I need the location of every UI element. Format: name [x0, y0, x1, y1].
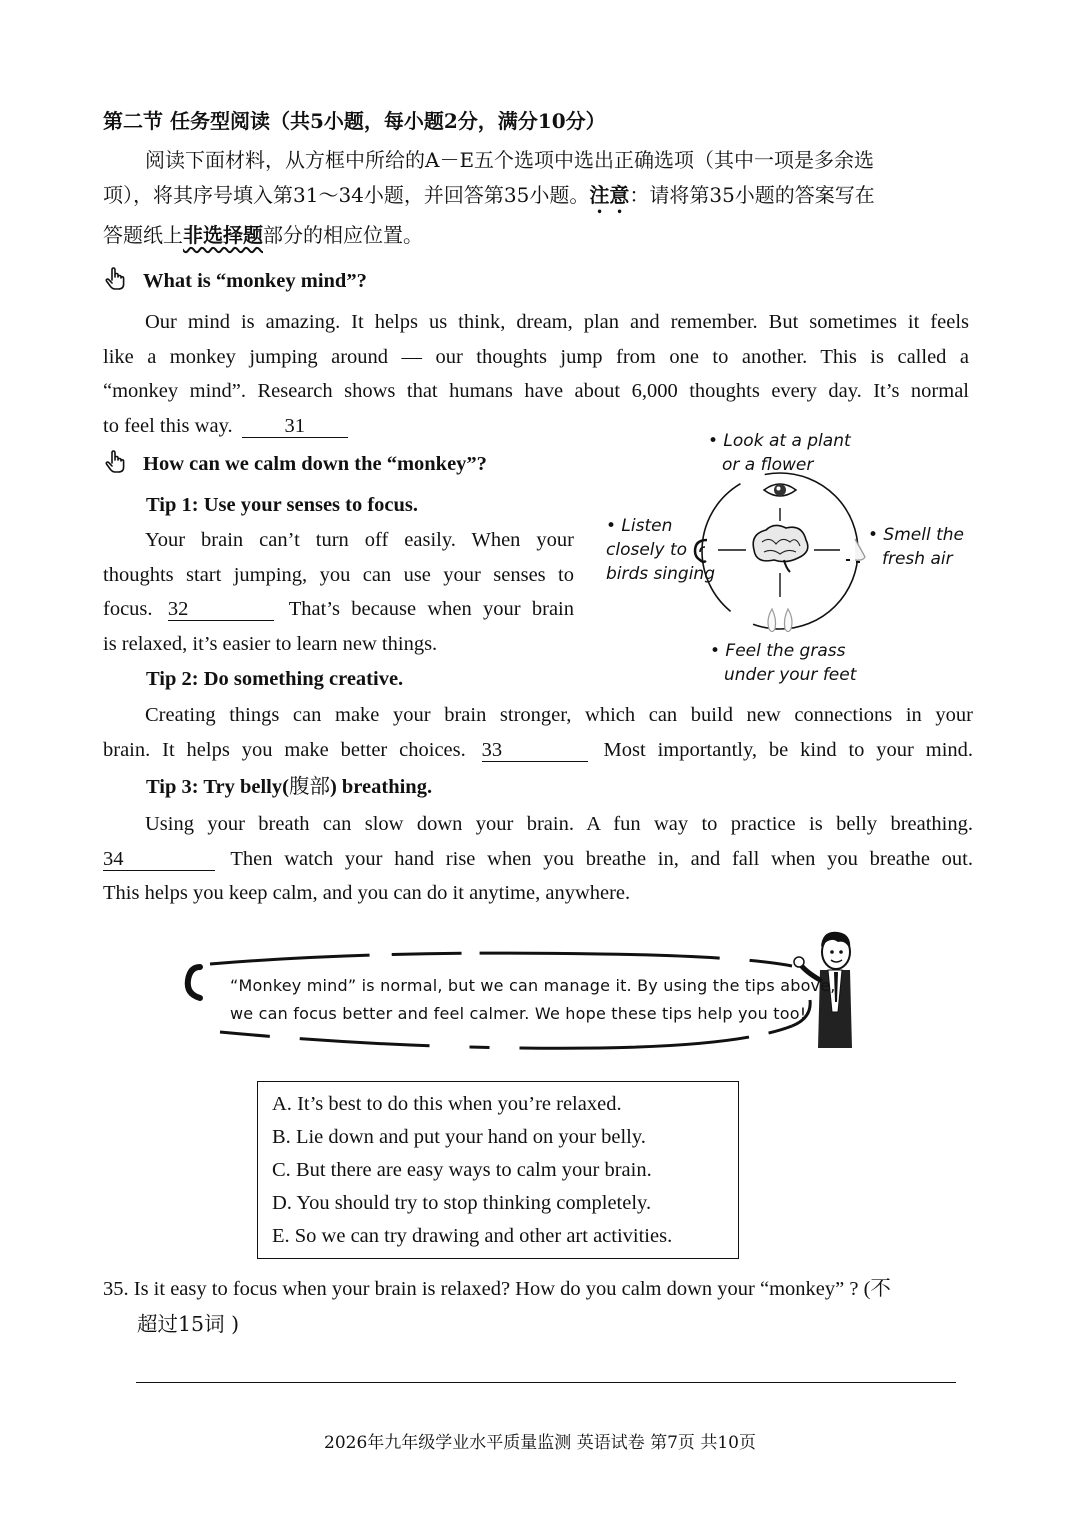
option-letter: A.: [272, 1093, 292, 1115]
diagram-label-line: or a flower: [722, 455, 814, 475]
blank-31[interactable]: 31: [242, 415, 348, 438]
tip3-title-text: Tip 3: Try belly(: [146, 776, 289, 798]
option-text: Lie down and put your hand on your belly.: [295, 1126, 646, 1148]
answer-line[interactable]: [136, 1382, 956, 1383]
option-letter: D.: [272, 1192, 292, 1214]
option-c: [272, 1154, 672, 1187]
option-b: [272, 1121, 672, 1154]
tip3-paragraph: [103, 807, 973, 911]
instr-text: 部分的相应位置。: [263, 222, 423, 247]
diagram-label-line: closely to: [606, 540, 688, 560]
p1-line: like a monkey jumping around — our thoughts jump from one to another. This is called a: [103, 345, 969, 368]
instr-text: ：请将第35小题的答案写在: [629, 182, 875, 207]
diagram-label-touch: [710, 639, 856, 687]
instr-nonchoice-emphasis: 非选择题: [183, 222, 263, 247]
question-35: [103, 1272, 973, 1341]
option-letter: B.: [272, 1126, 291, 1148]
diagram-label-line: • Smell the: [868, 525, 964, 545]
option-text: So we can try drawing and other art activities.: [294, 1225, 673, 1247]
q35-number: 35.: [103, 1278, 129, 1300]
tip1-text: That’s because when your brain: [288, 598, 575, 620]
diagram-label-line: • Look at a plant: [708, 431, 851, 451]
page-footer: 2026年九年级学业水平质量监测 英语试卷 第7页 共10页: [324, 1433, 756, 1453]
instructions: [103, 143, 969, 252]
p1-text: to feel this way.: [103, 414, 233, 437]
option-d: [272, 1187, 672, 1220]
instr-line-3: [103, 218, 969, 253]
diagram-label-line: fresh air: [882, 549, 953, 569]
q35-line-2: 超过15词 ): [137, 1311, 240, 1336]
bubble-left-bracket: [188, 967, 200, 998]
instr-note-emphasis: 注意: [589, 182, 630, 207]
option-text: It’s best to do this when you’re relaxed.: [297, 1093, 622, 1115]
bubble-bottom-line: [220, 1026, 792, 1048]
tip1-line: Your brain can’t turn off easily. When your: [145, 529, 574, 551]
q35-text: Is it easy to focus when your brain is relaxed? How do you calm down your “monkey” ? (不: [133, 1278, 891, 1300]
options-list: [272, 1088, 672, 1253]
eye-icon: [764, 484, 796, 496]
bubble-top-line: [210, 953, 792, 966]
tip3-title: [146, 769, 432, 805]
instr-line-2: [103, 178, 969, 218]
question-heading-2: [103, 447, 487, 482]
feet-icon: [768, 609, 792, 632]
nose-icon: [855, 539, 865, 560]
option-a: [272, 1088, 672, 1121]
speech-line: “Monkey mind” is normal, but we can manage it. By using the tips above,: [230, 976, 836, 995]
option-letter: E.: [272, 1225, 290, 1247]
p1-line: “monkey mind”. Research shows that humans have about 6,000 thoughts every day. It’s normal: [103, 380, 969, 402]
senses-diagram: [600, 425, 980, 695]
blank-32[interactable]: 32: [168, 598, 274, 621]
option-text: You should try to stop thinking completely.: [296, 1192, 652, 1214]
diagram-label-line: • Feel the grass: [710, 641, 846, 661]
tip1-paragraph: [103, 523, 574, 661]
q35-line: [103, 1272, 973, 1307]
diagram-label-sight: [708, 429, 851, 477]
instr-line-1: 阅读下面材料，从方框中所给的A－E五个选项中选出正确选项（其中一项是多余选: [145, 148, 875, 172]
diagram-label-line: • Listen: [606, 516, 673, 536]
brain-icon: [753, 525, 808, 572]
tip1-line: [103, 592, 574, 627]
tip1-line: thoughts start jumping, you can use your senses to: [103, 563, 574, 586]
options-box: [257, 1081, 739, 1259]
diagram-label-smell: [868, 523, 964, 571]
instr-text: 项），将其序号填入第31～34小题，并回答第35小题。: [103, 182, 590, 207]
option-letter: C.: [272, 1159, 291, 1181]
question-heading-1: [103, 264, 367, 299]
q1-title: What is “monkey mind”?: [143, 270, 367, 292]
section-heading: 第二节 任务型阅读（共5小题，每小题2分，满分10分）: [103, 109, 606, 133]
tip1-text: focus.: [103, 598, 153, 620]
tip2-line: Creating things can make your brain stronger, which can build new connections in your: [145, 704, 973, 726]
tip1-line: is relaxed, it’s easier to learn new things.: [103, 632, 438, 655]
tip2-title: Tip 2: Do something creative.: [146, 668, 404, 690]
blank-33[interactable]: 33: [482, 739, 588, 762]
tip3-title-text: ) breathing.: [329, 776, 433, 798]
diagram-label-hearing: [606, 514, 715, 586]
tip3-line: [103, 842, 973, 877]
instr-text: 答题纸上: [103, 222, 183, 247]
tip2-text: brain. It helps you make better choices.: [103, 738, 466, 761]
paragraph-1: [103, 305, 969, 443]
tip2-paragraph: [103, 698, 973, 767]
speech-line: we can focus better and feel calmer. We hope these tips help you too!: [230, 1004, 807, 1023]
p1-line: Our mind is amazing. It helps us think, dream, plan and remember. But sometimes it feels: [145, 311, 969, 333]
speech-text: [230, 972, 836, 1028]
option-text: But there are easy ways to calm your brain.: [295, 1159, 652, 1181]
tip3-line: Using your breath can slow down your brain. A fun way to practice is belly breathing.: [145, 813, 973, 835]
tip3-text: Then watch your hand rise when you breathe in, and fall when you breathe out.: [230, 847, 973, 870]
tip2-line: [103, 733, 973, 768]
q2-title: How can we calm down the “monkey”?: [143, 453, 487, 475]
tip2-text: Most importantly, be kind to your mind.: [603, 738, 974, 761]
hand-pointer-icon: [103, 449, 129, 475]
blank-34[interactable]: 34: [103, 848, 215, 871]
tip3-title-cn: 腹部: [288, 774, 330, 798]
tip3-line: This helps you keep calm, and you can do it anytime, anywhere.: [103, 882, 631, 904]
diagram-label-line: birds singing: [606, 564, 715, 584]
option-e: [272, 1220, 672, 1253]
tip1-title: Tip 1: Use your senses to focus.: [146, 494, 419, 516]
diagram-label-line: under your feet: [724, 665, 857, 685]
hand-pointer-icon: [103, 266, 129, 292]
